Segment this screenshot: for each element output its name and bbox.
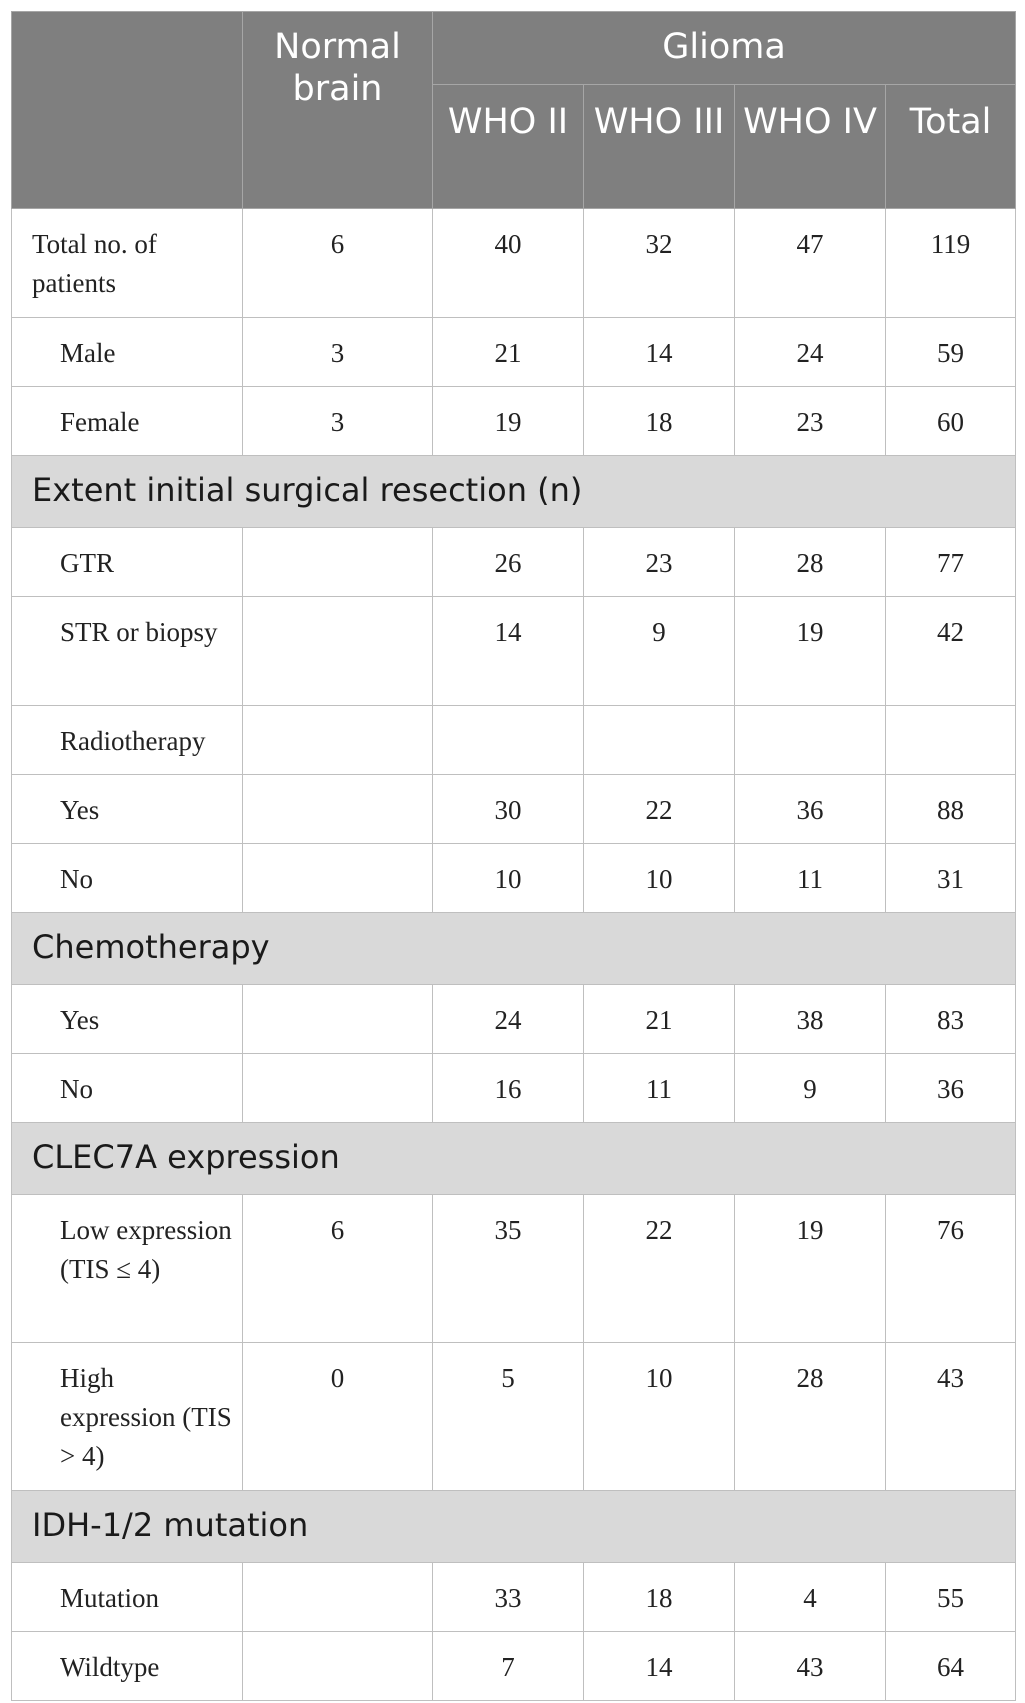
table-cell: 14 (584, 1632, 735, 1701)
row-label: No (12, 844, 243, 913)
table-row (12, 775, 1016, 844)
table-cell: 36 (886, 1054, 1016, 1123)
table-cell: 11 (584, 1054, 735, 1123)
table-cell (243, 1054, 433, 1123)
patient-characteristics-table (11, 11, 1016, 1701)
table-cell: 22 (584, 775, 735, 844)
table-cell (243, 844, 433, 913)
table-cell: 43 (886, 1343, 1016, 1491)
table-row (12, 318, 1016, 387)
section-row (12, 913, 1016, 985)
table-cell (735, 706, 886, 775)
section-label: Chemotherapy (12, 913, 1016, 985)
table-cell: 3 (243, 387, 433, 456)
table-cell (243, 528, 433, 597)
table-cell: 18 (584, 387, 735, 456)
table-cell: 76 (886, 1195, 1016, 1343)
header-who-iv: WHO IV (735, 85, 886, 209)
row-label: GTR (12, 528, 243, 597)
table-cell: 19 (735, 597, 886, 706)
header-who-iii: WHO III (584, 85, 735, 209)
table-cell: 83 (886, 985, 1016, 1054)
table-row (12, 528, 1016, 597)
table-cell: 14 (584, 318, 735, 387)
table-cell: 31 (886, 844, 1016, 913)
table-cell (243, 706, 433, 775)
row-label: Male (12, 318, 243, 387)
table-cell (243, 985, 433, 1054)
table-cell: 55 (886, 1563, 1016, 1632)
table-cell: 33 (433, 1563, 584, 1632)
table-row (12, 844, 1016, 913)
table-cell: 60 (886, 387, 1016, 456)
header-total: Total (886, 85, 1016, 209)
section-row (12, 1491, 1016, 1563)
table-cell (886, 706, 1016, 775)
table-cell: 10 (584, 844, 735, 913)
table-cell: 64 (886, 1632, 1016, 1701)
row-label: Female (12, 387, 243, 456)
table-cell (433, 706, 584, 775)
table-cell: 38 (735, 985, 886, 1054)
table-cell: 26 (433, 528, 584, 597)
header-empty-cell (12, 12, 243, 209)
table-cell: 23 (584, 528, 735, 597)
header-row-top (12, 12, 1016, 85)
row-label: Low expression (TIS ≤ 4) (12, 1195, 243, 1343)
table-row (12, 1632, 1016, 1701)
table-cell: 35 (433, 1195, 584, 1343)
row-label: Mutation (12, 1563, 243, 1632)
table-row (12, 985, 1016, 1054)
table-cell: 36 (735, 775, 886, 844)
table-cell: 19 (433, 387, 584, 456)
table-row (12, 1563, 1016, 1632)
table-cell: 28 (735, 1343, 886, 1491)
row-label: High expression (TIS > 4) (12, 1343, 243, 1491)
header-glioma: Glioma (433, 12, 1016, 85)
table-row (12, 597, 1016, 706)
table-cell: 28 (735, 528, 886, 597)
section-label: Extent initial surgical resection (n) (12, 456, 1016, 528)
table-row (12, 1195, 1016, 1343)
table-cell: 6 (243, 209, 433, 318)
table-cell: 10 (433, 844, 584, 913)
table-cell: 30 (433, 775, 584, 844)
table-cell (584, 706, 735, 775)
table-cell (243, 775, 433, 844)
row-label: Radiotherapy (12, 706, 243, 775)
table-cell: 24 (735, 318, 886, 387)
row-label: Yes (12, 985, 243, 1054)
table-body (12, 209, 1016, 1701)
table-cell: 42 (886, 597, 1016, 706)
table-cell: 47 (735, 209, 886, 318)
row-label: No (12, 1054, 243, 1123)
table-cell: 9 (735, 1054, 886, 1123)
table-row (12, 209, 1016, 318)
table-cell: 7 (433, 1632, 584, 1701)
section-label: IDH-1/2 mutation (12, 1491, 1016, 1563)
section-row (12, 1123, 1016, 1195)
table-cell: 14 (433, 597, 584, 706)
row-label: Total no. of patients (12, 209, 243, 318)
table-cell: 18 (584, 1563, 735, 1632)
table-cell (243, 1563, 433, 1632)
header-who-ii: WHO II (433, 85, 584, 209)
table-cell: 24 (433, 985, 584, 1054)
table-row (12, 387, 1016, 456)
table-cell: 32 (584, 209, 735, 318)
header-normal-brain: Normal brain (243, 12, 433, 209)
table-cell: 16 (433, 1054, 584, 1123)
table-cell: 21 (433, 318, 584, 387)
table-cell (243, 597, 433, 706)
row-label: STR or biopsy (12, 597, 243, 706)
table-cell (243, 1632, 433, 1701)
table-cell: 11 (735, 844, 886, 913)
table-cell: 22 (584, 1195, 735, 1343)
table-cell: 77 (886, 528, 1016, 597)
table-cell: 43 (735, 1632, 886, 1701)
table-row (12, 706, 1016, 775)
table-cell: 6 (243, 1195, 433, 1343)
row-label: Yes (12, 775, 243, 844)
table-cell: 88 (886, 775, 1016, 844)
table-row (12, 1343, 1016, 1491)
section-row (12, 456, 1016, 528)
table-cell: 0 (243, 1343, 433, 1491)
table-cell: 119 (886, 209, 1016, 318)
table-row (12, 1054, 1016, 1123)
table-cell: 10 (584, 1343, 735, 1491)
table-cell: 4 (735, 1563, 886, 1632)
table-cell: 9 (584, 597, 735, 706)
table-cell: 21 (584, 985, 735, 1054)
section-label: CLEC7A expression (12, 1123, 1016, 1195)
table-cell: 40 (433, 209, 584, 318)
table-cell: 19 (735, 1195, 886, 1343)
row-label: Wildtype (12, 1632, 243, 1701)
table-cell: 5 (433, 1343, 584, 1491)
table-cell: 3 (243, 318, 433, 387)
table-cell: 23 (735, 387, 886, 456)
table-cell: 59 (886, 318, 1016, 387)
